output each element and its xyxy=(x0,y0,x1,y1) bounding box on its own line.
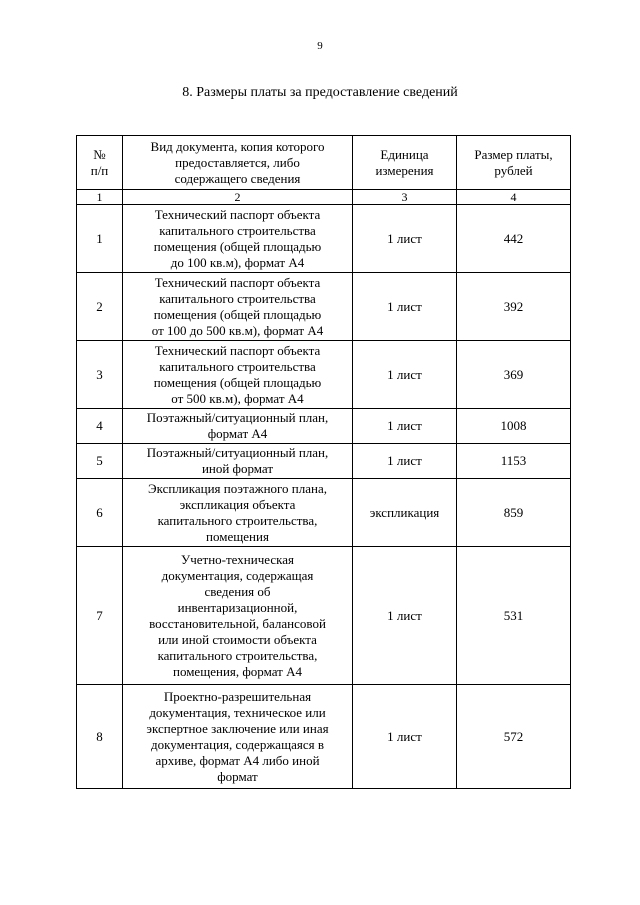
document-type-line: капитального строительства xyxy=(159,290,316,306)
document-type-line: экспертное заключение или иная xyxy=(146,720,329,736)
document-type-line: Учетно-техническая xyxy=(181,551,294,567)
unit-cell: 1 лист xyxy=(353,444,457,479)
header-number-line: № xyxy=(93,146,106,162)
document-type-line: помещения (общей площадью xyxy=(153,238,322,254)
document-type-line: Проектно-разрешительная xyxy=(163,688,312,704)
table-row xyxy=(77,341,571,409)
unit-cell: 1 лист xyxy=(353,205,457,273)
document-type-line: Экспликация поэтажного плана, xyxy=(148,480,327,496)
document-type-line: или иной стоимости объекта xyxy=(158,631,317,647)
unit-cell: 1 лист xyxy=(353,341,457,409)
document-type-cell xyxy=(123,685,353,789)
document-type-line: формат А4 xyxy=(207,426,268,441)
document-type-line: формат xyxy=(217,768,258,784)
document-type-line: инвентаризационной, xyxy=(177,599,298,615)
header-document-type-line: содержащего сведения xyxy=(174,170,301,186)
document-type-cell xyxy=(123,479,353,547)
price-cell: 531 xyxy=(457,547,571,685)
row-number: 4 xyxy=(77,409,123,444)
price-cell: 392 xyxy=(457,273,571,341)
document-type-cell xyxy=(123,547,353,685)
table-row xyxy=(77,547,571,685)
document-type-line: документация, содержащая xyxy=(161,567,314,583)
column-number: 2 xyxy=(123,190,353,205)
header-document-type xyxy=(123,136,353,190)
document-type-line: до 100 кв.м), формат А4 xyxy=(170,254,305,270)
column-number: 3 xyxy=(353,190,457,205)
document-type-line: от 100 до 500 кв.м), формат А4 xyxy=(151,322,324,338)
column-number: 4 xyxy=(457,190,571,205)
row-number: 1 xyxy=(77,205,123,273)
section-title: 8. Размеры платы за предоставление сведений xyxy=(182,85,458,100)
document-type-cell xyxy=(123,205,353,273)
header-price-line: Размер платы, xyxy=(474,146,553,162)
header-price-line: рублей xyxy=(494,162,533,178)
header-document-type-line: предоставляется, либо xyxy=(175,154,300,170)
column-number: 1 xyxy=(77,190,123,205)
header-unit-line: Единица xyxy=(380,146,429,162)
table-row xyxy=(77,205,571,273)
unit-cell: 1 лист xyxy=(353,547,457,685)
document-type-line: Поэтажный/ситуационный план, xyxy=(146,445,329,460)
header-price xyxy=(457,136,571,190)
header-number xyxy=(77,136,123,190)
price-cell: 369 xyxy=(457,341,571,409)
row-number: 2 xyxy=(77,273,123,341)
table-row xyxy=(77,273,571,341)
document-type-line: Технический паспорт объекта xyxy=(154,342,321,358)
header-unit-line: измерения xyxy=(375,162,434,178)
header-document-type-line: Вид документа, копия которого xyxy=(150,138,325,154)
document-type-line: экспликация объекта xyxy=(179,496,296,512)
table-row xyxy=(77,685,571,789)
unit-cell: 1 лист xyxy=(353,409,457,444)
document-type-line: иной формат xyxy=(201,461,274,476)
document-type-line: Технический паспорт объекта xyxy=(154,206,321,222)
fee-table-body xyxy=(77,205,571,789)
document-type-line: помещения (общей площадью xyxy=(153,374,322,390)
price-cell: 572 xyxy=(457,685,571,789)
document-type-line: сведения об xyxy=(204,583,271,599)
row-number: 3 xyxy=(77,341,123,409)
row-number: 7 xyxy=(77,547,123,685)
price-cell: 1153 xyxy=(457,444,571,479)
unit-cell: 1 лист xyxy=(353,685,457,789)
document-type-line: капитального строительства, xyxy=(157,647,318,663)
document-type-line: Поэтажный/ситуационный план, xyxy=(146,410,329,425)
document-type-line: капитального строительства, xyxy=(157,512,318,528)
document-type-line: помещения, формат А4 xyxy=(173,663,302,679)
document-type-line: документация, техническое или xyxy=(149,704,326,720)
document-type-cell xyxy=(123,341,353,409)
document-type-line: восстановительной, балансовой xyxy=(149,615,326,631)
header-unit xyxy=(353,136,457,190)
document-type-cell xyxy=(123,273,353,341)
row-number: 5 xyxy=(77,444,123,479)
table-header-row xyxy=(77,136,571,190)
document-type-cell xyxy=(123,444,353,479)
document-type-line: Технический паспорт объекта xyxy=(154,274,321,290)
unit-cell: 1 лист xyxy=(353,273,457,341)
column-number-row xyxy=(77,190,571,205)
price-cell: 859 xyxy=(457,479,571,547)
document-type-line: помещения (общей площадью xyxy=(153,306,322,322)
document-type-line: капитального строительства xyxy=(159,358,316,374)
price-cell: 442 xyxy=(457,205,571,273)
row-number: 6 xyxy=(77,479,123,547)
document-type-line: помещения xyxy=(206,528,269,544)
page-number: 9 xyxy=(317,40,323,52)
table-row xyxy=(77,479,571,547)
row-number: 8 xyxy=(77,685,123,789)
table-row xyxy=(77,444,571,479)
unit-cell: экспликация xyxy=(353,479,457,547)
document-type-line: капитального строительства xyxy=(159,222,316,238)
table-row xyxy=(77,409,571,444)
document-type-cell xyxy=(123,409,353,444)
document-type-line: документация, содержащаяся в xyxy=(151,736,324,752)
fee-table xyxy=(76,135,571,789)
document-type-line: архиве, формат А4 либо иной xyxy=(155,752,320,768)
document-type-line: от 500 кв.м), формат А4 xyxy=(171,390,304,406)
price-cell: 1008 xyxy=(457,409,571,444)
header-number-line: п/п xyxy=(90,162,109,178)
